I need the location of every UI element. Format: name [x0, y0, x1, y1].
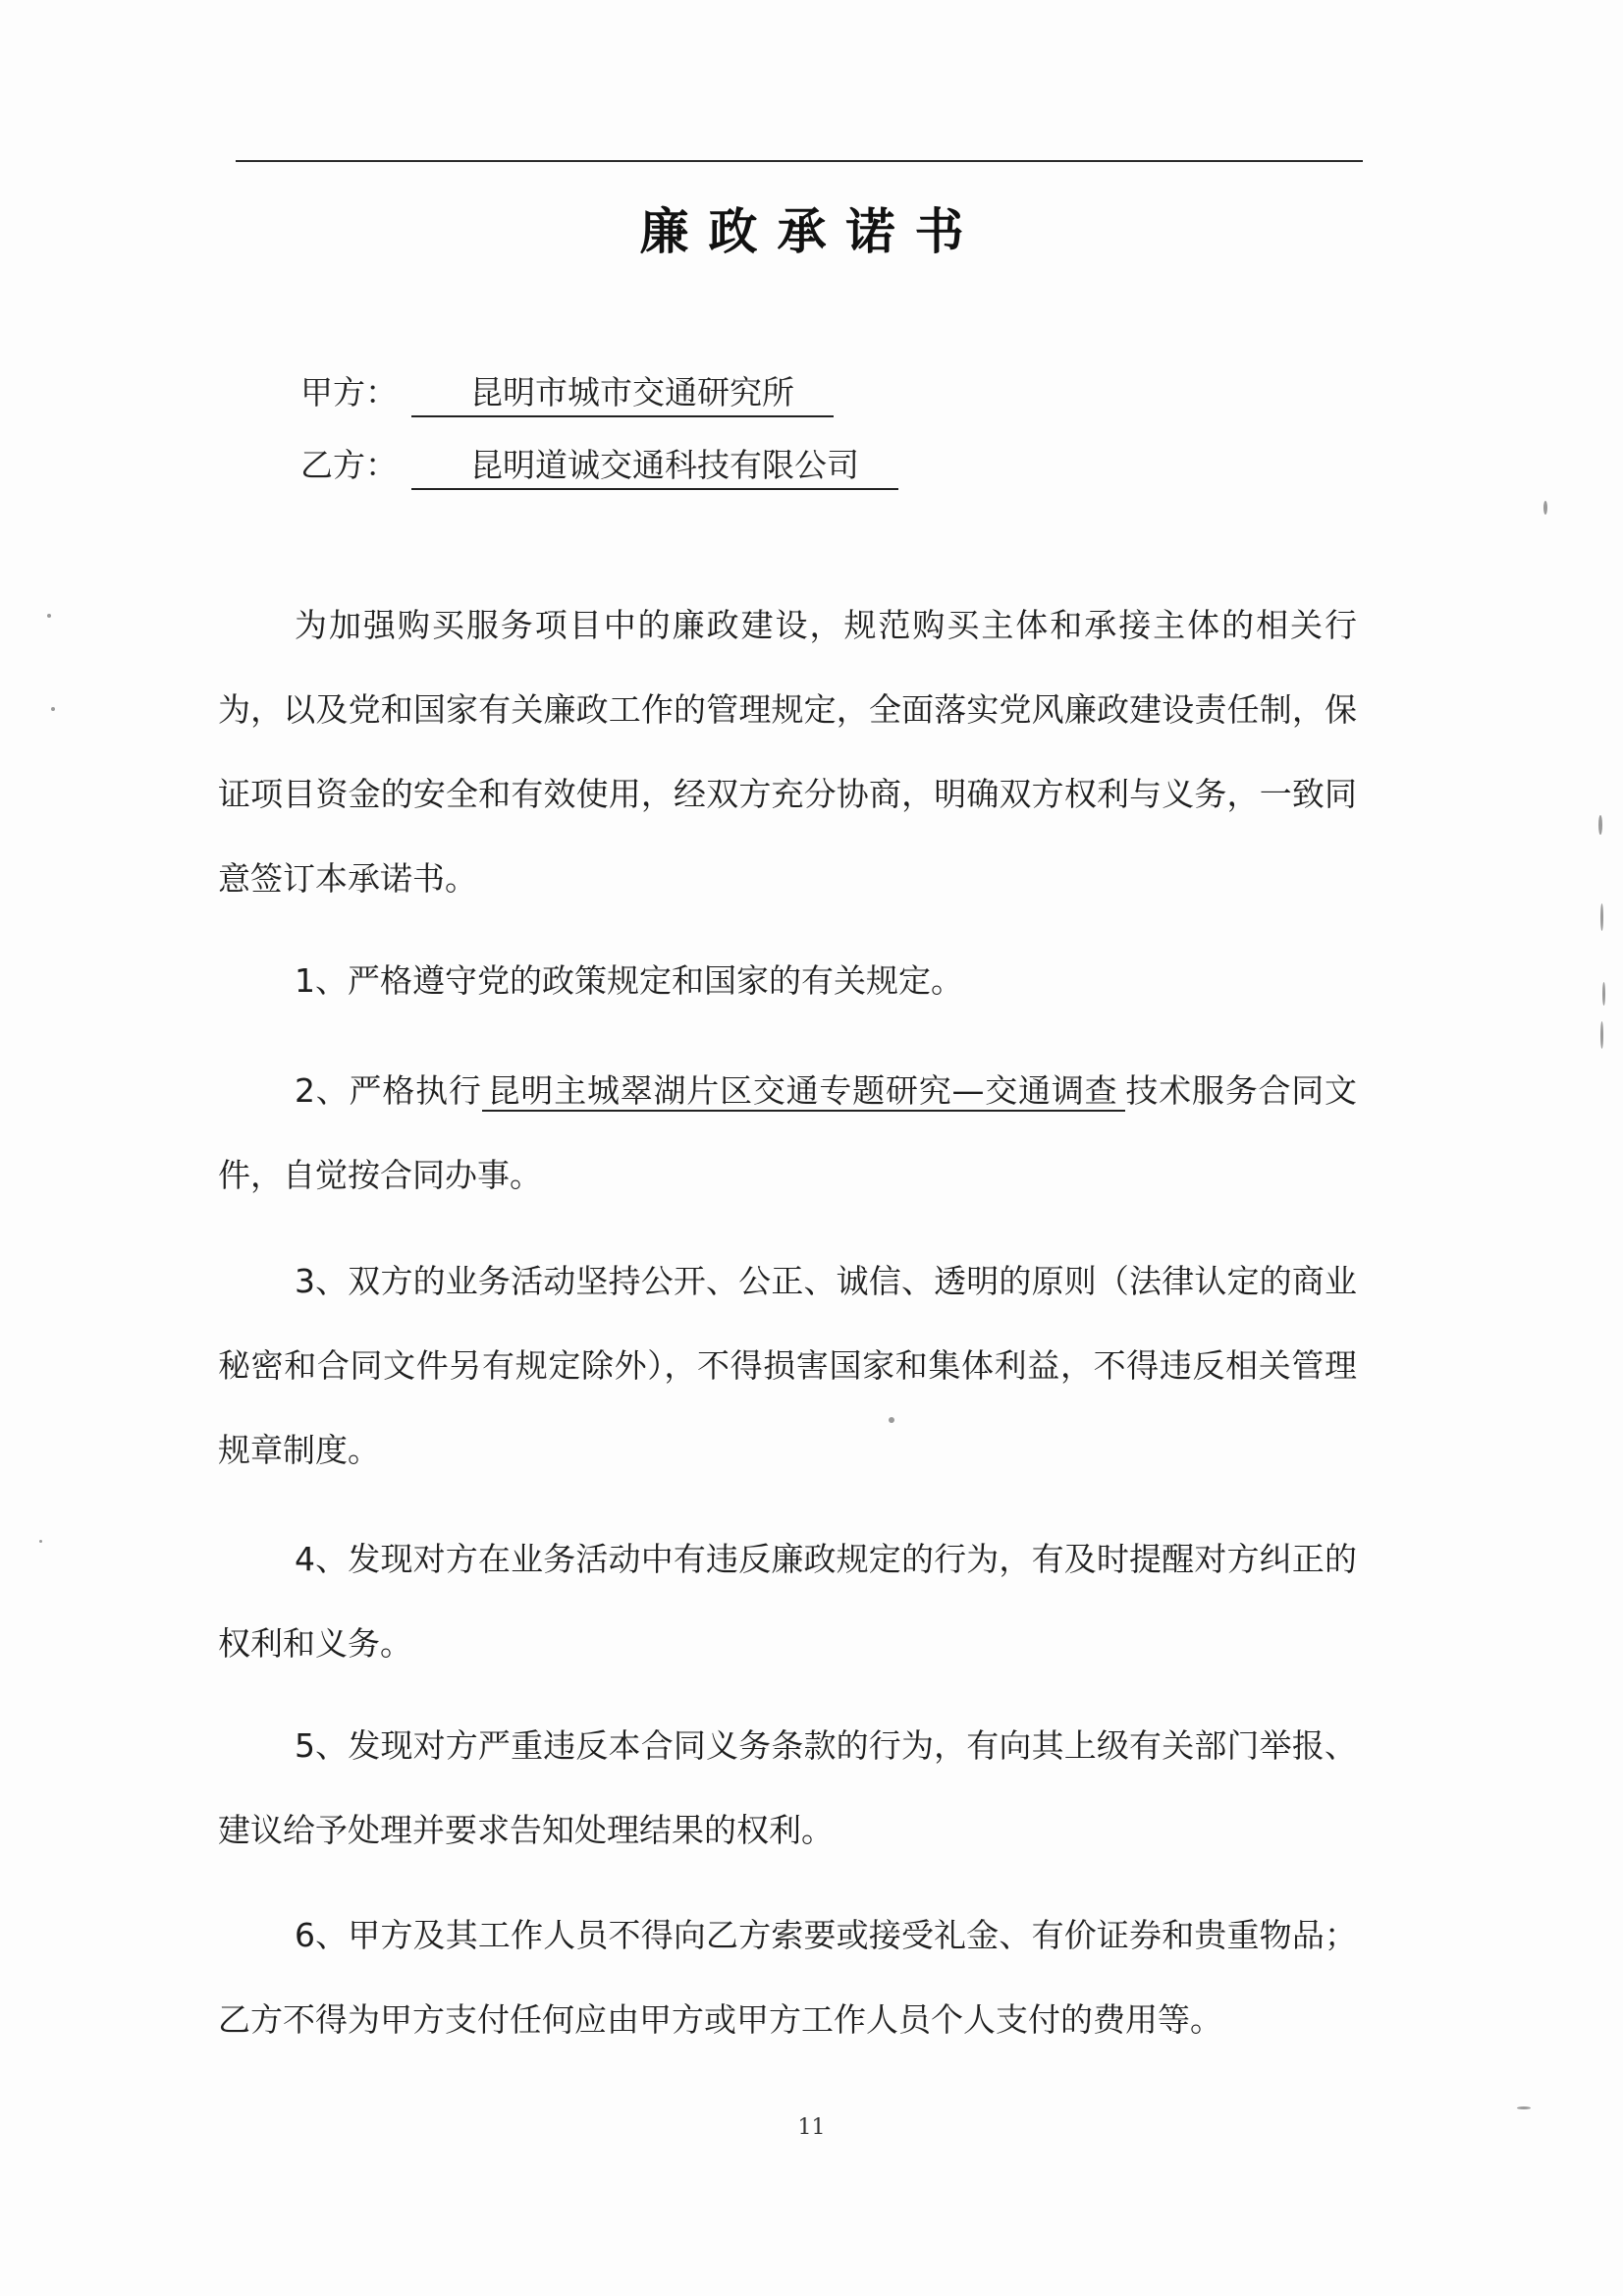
clause-2-block — [218, 1049, 1357, 1218]
clause-3-block — [218, 1239, 1357, 1493]
page-number: 11 — [797, 2115, 826, 2140]
clause-3: 3、双方的业务活动坚持公开、公正、诚信、透明的原则（法律认定的商业秘密和合同文件另有规定除外），不得损害国家和集体利益，不得违反相关管理规章制度。 — [218, 1262, 1357, 1469]
scan-speck — [1517, 2106, 1531, 2109]
party-b-name: 昆明道诚交通科技有限公司 — [411, 440, 898, 490]
party-a-label: 甲方： — [300, 373, 398, 411]
document-title: 廉政承诺书 — [639, 203, 984, 260]
scan-speck — [889, 1417, 894, 1423]
scan-speck — [1543, 501, 1547, 515]
scan-speck — [47, 614, 51, 618]
scan-speck — [1598, 815, 1602, 835]
clause-2-lead: 2、严格执行 — [295, 1071, 482, 1110]
intro-paragraph-block — [218, 583, 1357, 921]
contract-name-field: 昆明主城翠湖片区交通专题研究—交通调查 — [482, 1071, 1126, 1112]
clause-1: 1、严格遵守党的政策规定和国家的有关规定。 — [295, 961, 963, 1000]
intro-paragraph: 为加强购买服务项目中的廉政建设，规范购买主体和承接主体的相关行为，以及党和国家有关廉政工作的管理规定，全面落实党风廉政建设责任制，保证项目资金的安全和有效使用，经双方充分协商，明确双方权利与义务，一致同意签订本承诺书。 — [218, 606, 1357, 898]
scan-speck — [51, 707, 55, 711]
clause-6-block — [218, 1893, 1357, 2062]
header-rule — [236, 160, 1363, 162]
party-a-line — [300, 367, 834, 417]
scan-speck — [1600, 903, 1603, 931]
clause-4: 4、发现对方在业务活动中有违反廉政规定的行为，有及时提醒对方纠正的权利和义务。 — [218, 1540, 1357, 1663]
clause-5: 5、发现对方严重违反本合同义务条款的行为，有向其上级有关部门举报、建议给予处理并要求告知处理结果的权利。 — [218, 1726, 1357, 1849]
clause-4-block — [218, 1517, 1357, 1686]
clause-2-tail: 技术服务合同文件，自觉按合同办事。 — [218, 1071, 1358, 1194]
party-b-line — [300, 440, 898, 490]
clause-6: 6、甲方及其工作人员不得向乙方索要或接受礼金、有价证券和贵重物品；乙方不得为甲方支付任何应由甲方或甲方工作人员个人支付的费用等。 — [218, 1916, 1357, 2039]
scan-speck — [1602, 982, 1605, 1006]
scan-speck — [39, 1540, 42, 1543]
clause-5-block — [218, 1704, 1357, 1873]
clause-1-block — [218, 939, 1357, 1023]
scan-speck — [1600, 1021, 1603, 1049]
clause-2 — [218, 1049, 1357, 1218]
party-a-name: 昆明市城市交通研究所 — [411, 367, 834, 417]
party-b-label: 乙方： — [300, 446, 398, 484]
